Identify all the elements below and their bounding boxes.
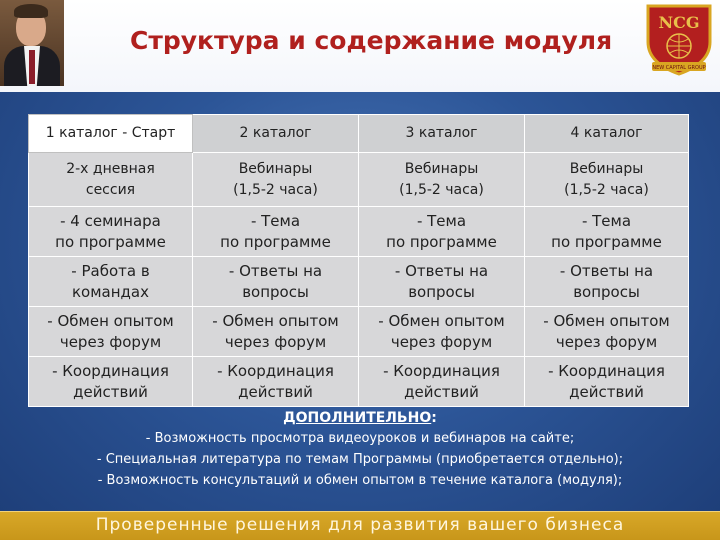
table-cell: Вебинары (1,5-2 часа) [193, 153, 359, 207]
table-cell: - Обмен опытом через форум [525, 307, 689, 357]
table-cell: - Тема по программе [193, 207, 359, 257]
avatar-tie [29, 50, 35, 84]
additional-title: ДОПОЛНИТЕЛЬНО: [283, 410, 437, 426]
table-cell: - Тема по программе [359, 207, 525, 257]
logo-ribbon: NEW CAPITAL GROUP [652, 65, 706, 71]
table-cell: - Координация действий [193, 357, 359, 407]
module-structure-table [28, 114, 689, 407]
table-cell: 2-х дневная сессия [29, 153, 193, 207]
table-cell: Вебинары (1,5-2 часа) [525, 153, 689, 207]
table-cell: - 4 семинара по программе [29, 207, 193, 257]
table-header-cell: 2 каталог [193, 115, 359, 153]
table-cell: - Координация действий [29, 357, 193, 407]
additional-line: - Возможность консультаций и обмен опытом в течение каталога (модуля); [97, 473, 623, 488]
logo-text: NCG [658, 13, 700, 32]
footer-banner [0, 511, 720, 540]
table-cell: - Ответы на вопросы [193, 257, 359, 307]
table-header-cell: 4 каталог [525, 115, 689, 153]
table-cell: - Обмен опытом через форум [193, 307, 359, 357]
table-row [29, 257, 689, 307]
table-header-cell: 3 каталог [359, 115, 525, 153]
page-title: Структура и содержание модуля [130, 26, 613, 55]
additional-section [0, 408, 720, 491]
table-cell: - Координация действий [525, 357, 689, 407]
table-cell: Вебинары (1,5-2 часа) [359, 153, 525, 207]
table-cell: - Работа в командах [29, 257, 193, 307]
header [0, 0, 720, 92]
table-cell: - Тема по программе [525, 207, 689, 257]
table-row [29, 357, 689, 407]
table-header-row [29, 115, 689, 153]
avatar-hair [14, 4, 48, 18]
table-cell: - Ответы на вопросы [359, 257, 525, 307]
table-header-cell: 1 каталог - Старт [29, 115, 193, 153]
additional-line: - Специальная литература по темам Программы (приобретается отдельно); [96, 452, 624, 467]
table-row [29, 207, 689, 257]
footer-slogan: Проверенные решения для развития вашего бизнеса [95, 515, 625, 535]
table-cell: - Координация действий [359, 357, 525, 407]
table-cell: - Обмен опытом через форум [359, 307, 525, 357]
avatar [0, 0, 64, 86]
ncg-logo [640, 2, 718, 76]
module-structure-table-wrap [28, 114, 688, 407]
table-row [29, 307, 689, 357]
table-row [29, 153, 689, 207]
additional-line: - Возможность просмотра видеоуроков и вебинаров на сайте; [145, 431, 575, 446]
table-cell: - Обмен опытом через форум [29, 307, 193, 357]
table-cell: - Ответы на вопросы [525, 257, 689, 307]
